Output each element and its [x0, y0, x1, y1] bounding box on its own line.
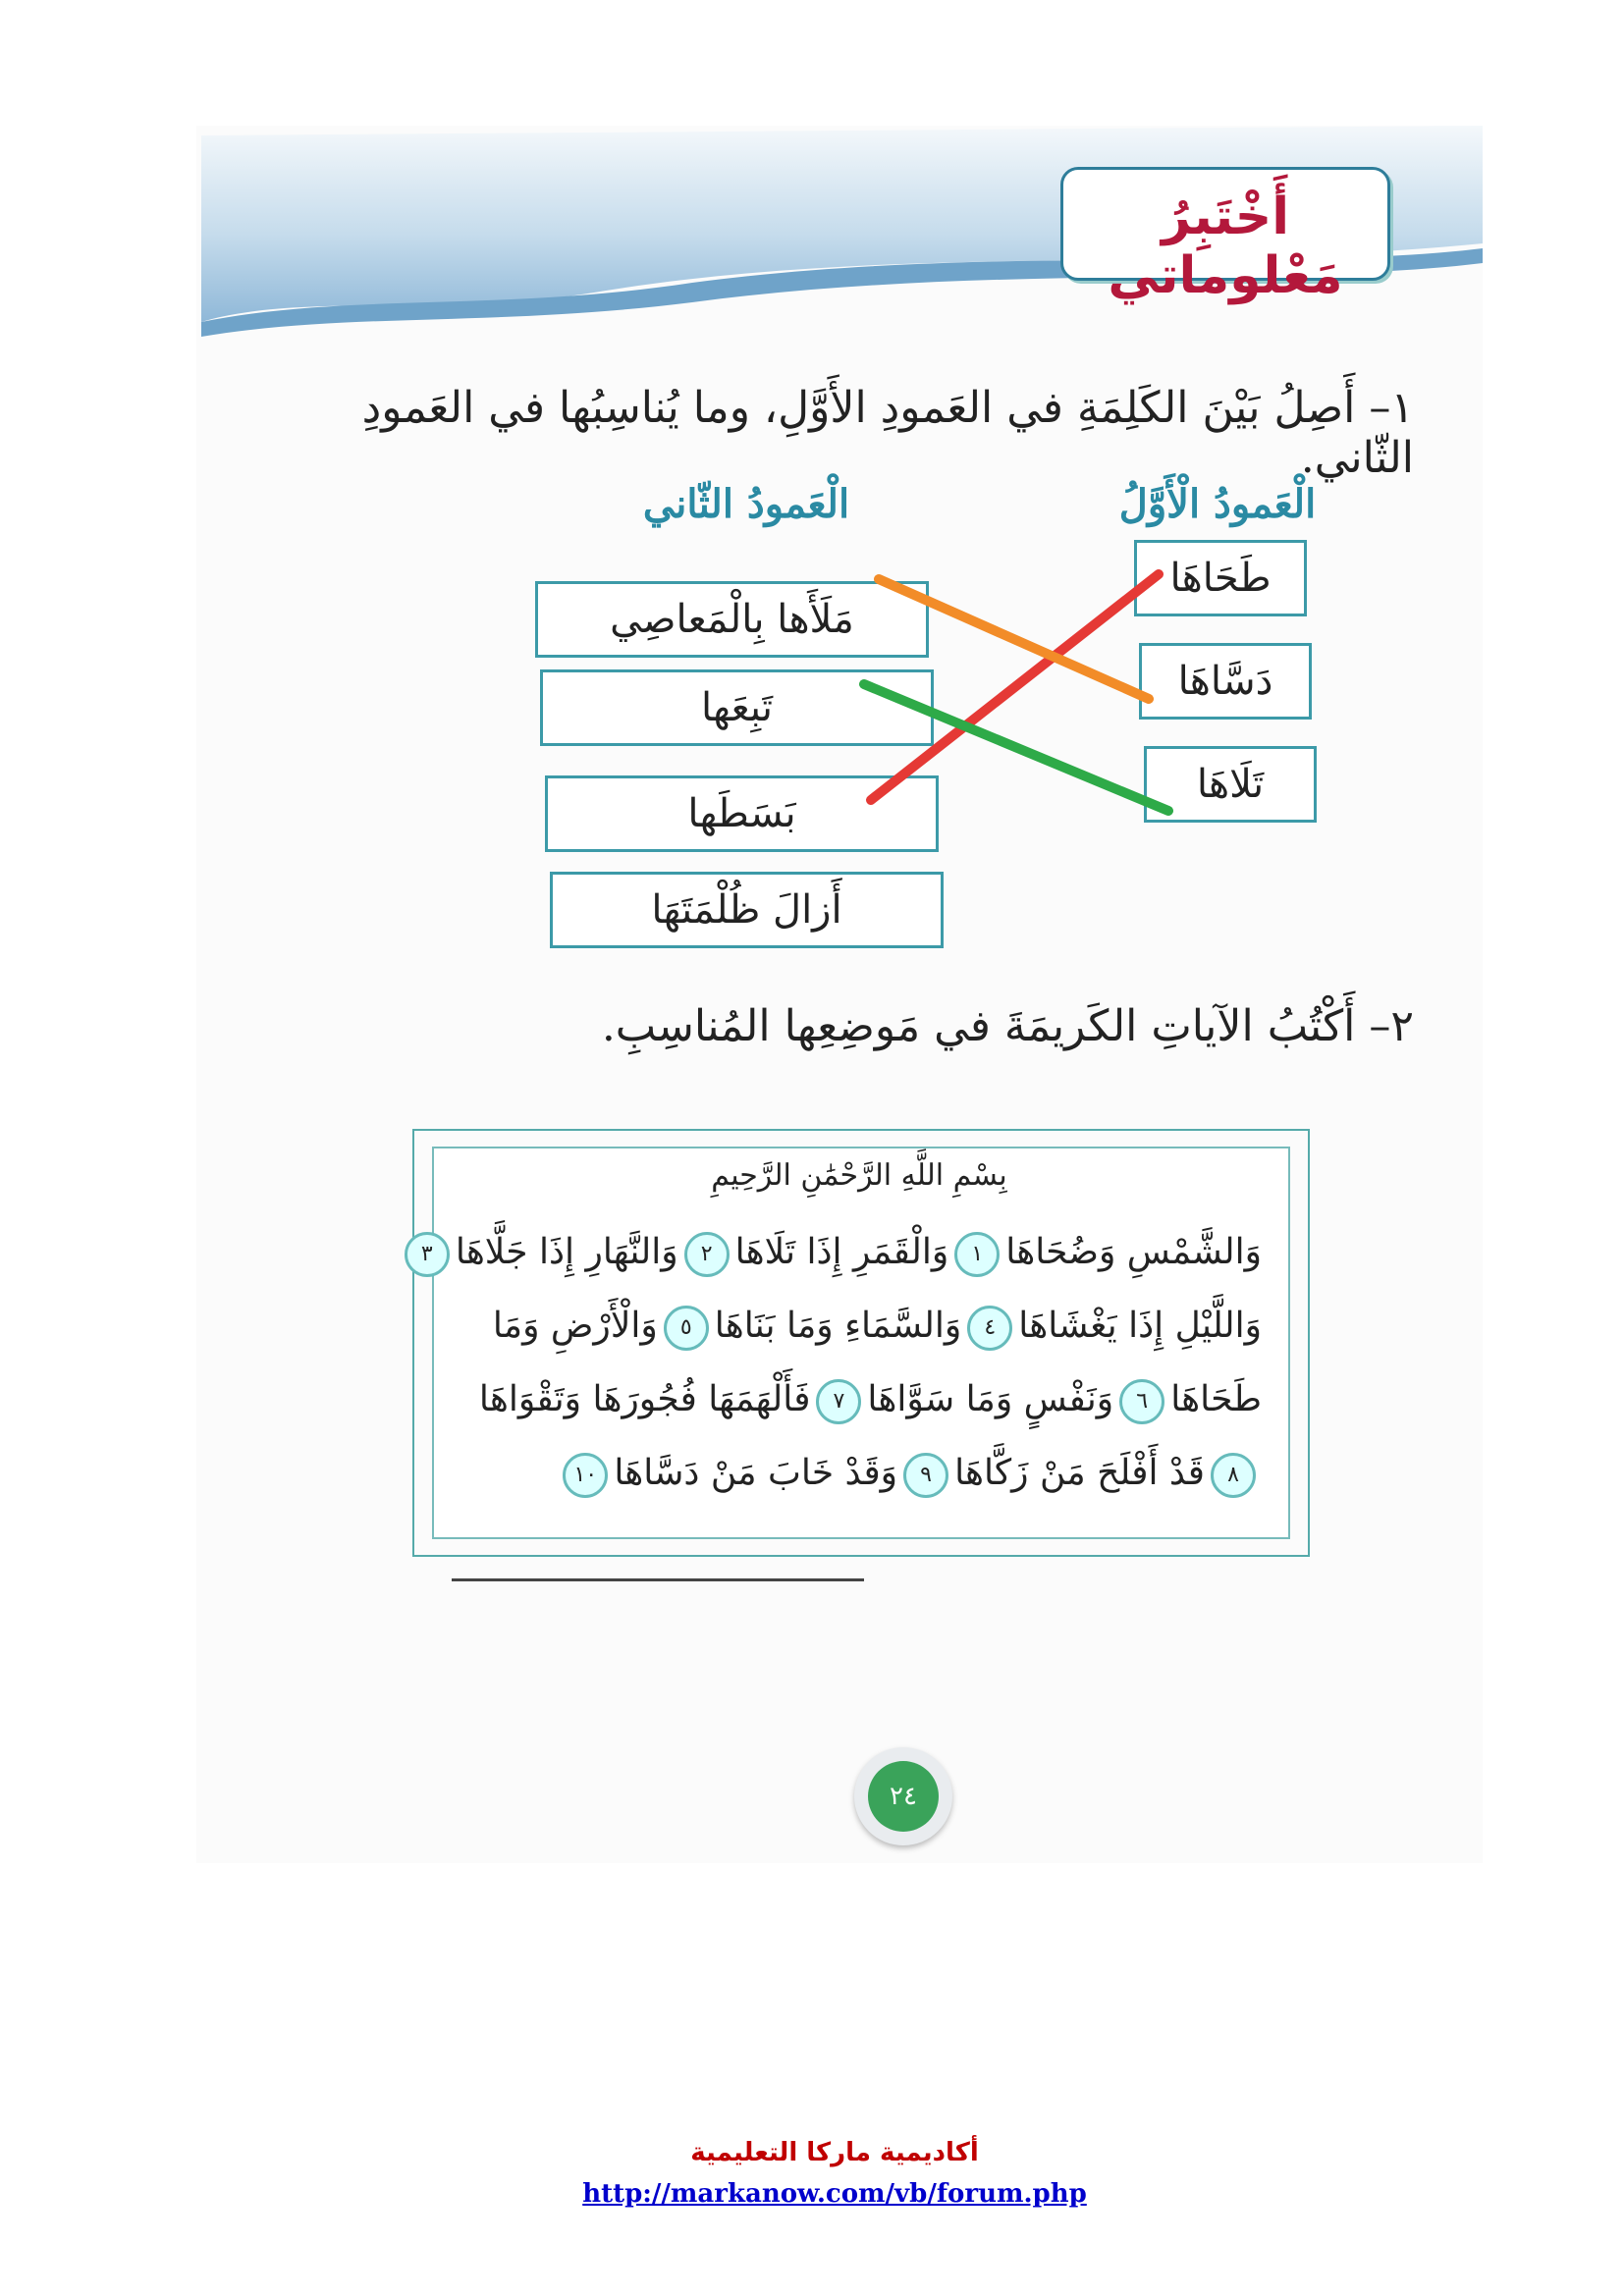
- ayah-text: وَنَفْسٍ وَمَا سَوَّاهَا: [867, 1379, 1114, 1419]
- ayah-number: ٤: [967, 1306, 1012, 1351]
- column1-item[interactable]: طَحَاهَا: [1134, 540, 1307, 616]
- ayah-text: وَالْقَمَرِ إِذَا تَلَاهَا: [734, 1232, 949, 1272]
- exercise1-prompt: ١– أَصِلُ بَيْنَ الكَلِمَةِ في العَمودِ الأَوَّلِ، وما يُناسِبُها في العَمودِ الثّاني.: [361, 383, 1414, 483]
- ayah-text: وَالشَّمْسِ وَضُحَاهَا: [1005, 1232, 1262, 1272]
- verse-line: [457, 1379, 1262, 1424]
- verse-line: [420, 1232, 1262, 1277]
- ayah-number: ٧: [816, 1379, 861, 1424]
- basmala: بِسْمِ اللَّهِ الرَّحْمَٰنِ الرَّحِيمِ: [711, 1158, 1007, 1193]
- ayah-number: ٨: [1211, 1453, 1256, 1498]
- ayah-text: وَالسَّمَاءِ وَمَا بَنَاهَا: [714, 1306, 962, 1346]
- exercise2-prompt: ٢– أَكْتُبُ الآياتِ الكَريمَةَ في مَوضِعِها المُناسِبِ.: [601, 1001, 1414, 1051]
- ayah-text: قَدْ أَفْلَحَ مَنْ زَكَّاهَا: [954, 1453, 1205, 1493]
- column2-item[interactable]: بَسَطَها: [545, 775, 939, 852]
- ayah-number: ٥: [664, 1306, 709, 1351]
- column1-heading: الْعَمودُ الْأَوَّلُ: [1118, 481, 1317, 527]
- ayah-number: ٩: [903, 1453, 948, 1498]
- ayah-number: ١: [954, 1232, 1000, 1277]
- ayah-number: ٦: [1119, 1379, 1164, 1424]
- page-number: ٢٤: [868, 1761, 939, 1832]
- ayah-text: وَاللَّيْلِ إِذَا يَغْشَاهَا: [1018, 1306, 1262, 1346]
- verse-line: [457, 1306, 1262, 1351]
- footer-academy: أكاديمية ماركا التعليمية: [690, 2138, 979, 2167]
- page-title: أَخْتَبِرُ مَعْلوماتي: [1108, 187, 1343, 305]
- ayah-text: طَحَاهَا: [1170, 1379, 1262, 1419]
- ayah-number: ٣: [405, 1232, 450, 1277]
- title-box: [1060, 167, 1390, 305]
- column2-item[interactable]: مَلَأَها بِالْمَعاصِي: [535, 581, 929, 658]
- column2-item[interactable]: تَبِعَها: [540, 669, 934, 746]
- ayah-text: فَأَلْهَمَهَا فُجُورَهَا وَتَقْوَاهَا: [478, 1379, 811, 1419]
- ayah-number: ٢: [684, 1232, 730, 1277]
- ayah-number: ١٠: [563, 1453, 608, 1498]
- column1-item[interactable]: تَلَاهَا: [1144, 746, 1317, 823]
- verse-line: [457, 1453, 1262, 1498]
- column1-item[interactable]: دَسَّاهَا: [1139, 643, 1312, 720]
- ayah-text: وَالنَّهَارِ إِذَا جَلَّاهَا: [455, 1232, 678, 1272]
- column2-item[interactable]: أَزالَ ظُلْمَتَهَا: [550, 872, 944, 948]
- divider: [452, 1578, 864, 1581]
- column2-heading: الْعَمودُ الثّاني: [642, 481, 850, 527]
- ayah-text: وَالْأَرْضِ وَمَا: [492, 1306, 658, 1346]
- footer-link[interactable]: http://markanow.com/vb/forum.php: [582, 2179, 1087, 2209]
- page-number-badge: [854, 1747, 952, 1845]
- ayah-text: وَقَدْ خَابَ مَنْ دَسَّاهَا: [614, 1453, 898, 1493]
